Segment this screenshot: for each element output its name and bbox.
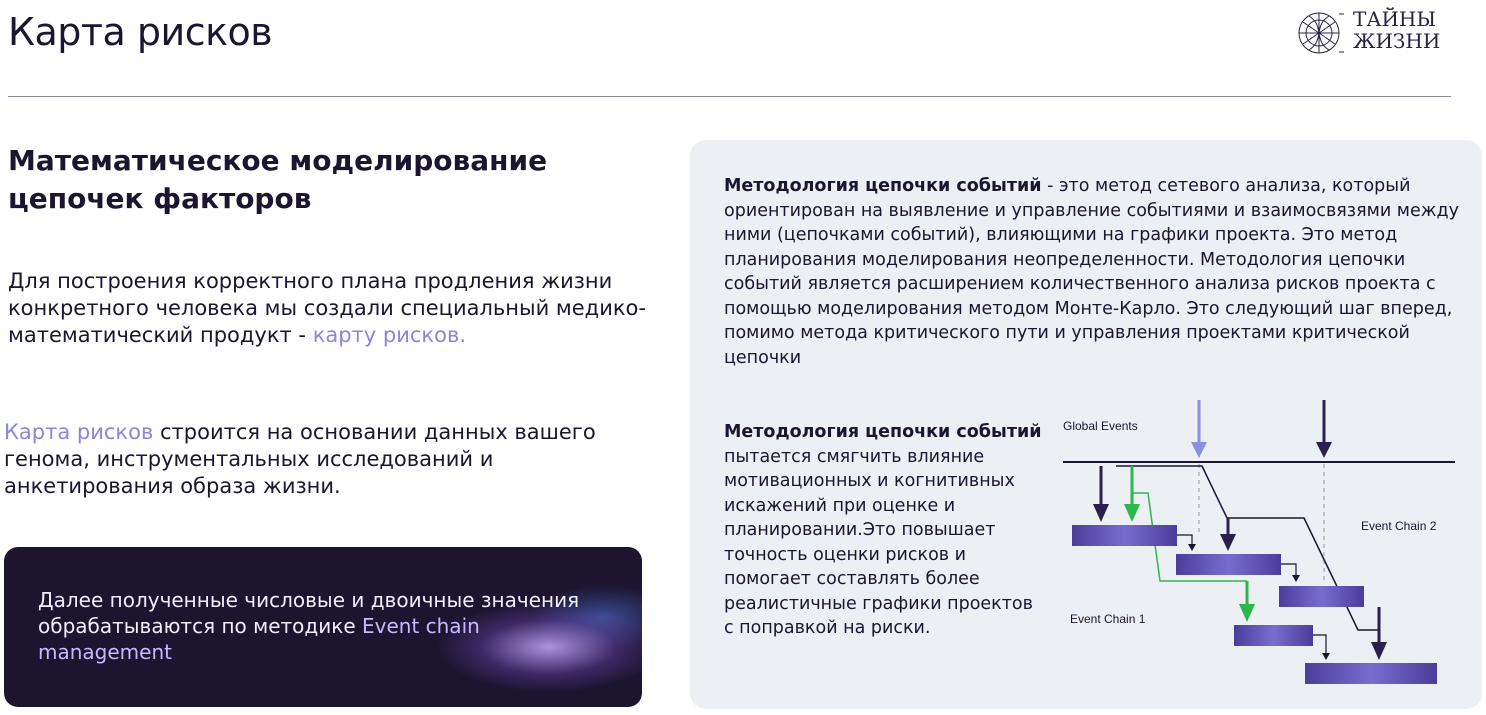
global-event-arrow-dark (1316, 400, 1332, 458)
event-chain-diagram (1060, 398, 1460, 690)
logo-text (1353, 8, 1440, 52)
event-chain-card-text (38, 587, 598, 665)
event-arrow-dark-1 (1093, 466, 1109, 522)
task-bar-2 (1176, 554, 1281, 575)
intro-paragraph (8, 268, 648, 349)
event-chain-1-label: Event Chain 1 (1070, 612, 1146, 626)
dependency-arrow-1 (1177, 535, 1196, 551)
event-chain-management-term: Event chain management (38, 614, 480, 664)
event-arrow-green-2 (1239, 581, 1255, 622)
methodology-intro-text: - это метод сетевого анализа, который ориентирован на выявление и управление событиями и взаимосвязями между ними (цепочками событий), влияющими на графики проекта. Это метод планирования моделирования неопределенности. Методология цепочки событий является расширением количественного анализа рисков проекта с помощью моделирования методом Монте-Карло. Это следующий шаг вперед, помимо метода критического пути и управления проектами критической цепочки (724, 176, 1459, 368)
brand-logo (1295, 8, 1455, 58)
dependency-arrow-2 (1281, 564, 1300, 582)
risk-map-term: Карта рисков (4, 420, 154, 444)
methodology-term: Методология цепочки событий (724, 176, 1042, 196)
methodology-intro (724, 174, 1464, 370)
page-title: Карта рисков (8, 10, 273, 54)
risk-map-link: карту рисков. (312, 323, 467, 347)
event-arrow-dark-2 (1220, 518, 1236, 551)
global-events-label: Global Events (1063, 419, 1138, 433)
event-chain-card (4, 547, 642, 707)
chain-description (724, 420, 1044, 641)
section-subtitle: Математическое моделирование цепочек факторов (8, 144, 548, 215)
chain-description-text: пытается смягчить влияние мотивационных и когнитивных искажений при оценке и планировании.Это повышает точность оценки рисков и помогает составлять более реалистичные графики проектов с поправкой на риски. (724, 446, 1033, 638)
dna-globe-icon (1295, 8, 1347, 58)
header-divider (8, 96, 1451, 97)
logo-line-2: ЖИЗНИ (1353, 29, 1441, 53)
global-event-arrow-light (1191, 400, 1207, 458)
task-bar-3 (1279, 586, 1364, 607)
card-body: Далее полученные числовые и двоичные значения обрабатываются по методике (38, 588, 580, 638)
chain-term: Методология цепочки событий (724, 422, 1042, 442)
task-bar-1 (1072, 525, 1177, 546)
task-bar-4 (1234, 625, 1313, 646)
event-arrow-green-1 (1124, 466, 1140, 522)
risk-map-paragraph (4, 419, 644, 500)
logo-line-1: ТАЙНЫ (1353, 7, 1437, 31)
event-chain-2-label: Event Chain 2 (1361, 519, 1437, 533)
event-arrow-dark-3 (1371, 607, 1387, 660)
intro-paragraph-text: Для построения корректного плана продления жизни конкретного человека мы создали специальный медико-математический продукт - (8, 269, 646, 347)
task-bar-5 (1305, 663, 1437, 684)
risk-map-paragraph-text: строится на основании данных вашего генома, инструментальных исследований и анкетирования образа жизни. (4, 420, 596, 498)
dependency-arrow-3 (1313, 635, 1330, 660)
